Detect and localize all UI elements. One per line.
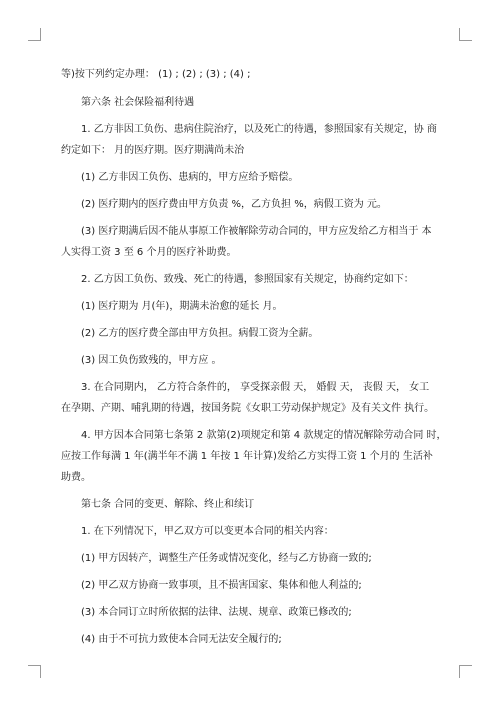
article-heading: 第六条 社会保险福利待遇	[81, 97, 195, 108]
text-line: 约定如下： 月的医疗期。医疗期满尚未治	[61, 145, 245, 156]
text-line: 2. 乙方因工负伤、致残、死亡的待遇，参照国家有关规定，协商约定如下：	[81, 274, 414, 285]
text-line: (2) 医疗期内的医疗费由甲方负责 %，乙方负担 %，病假工资为 元。	[81, 199, 387, 210]
text-line: 3. 在合同期内， 乙方符合条件的， 享受探亲假 天， 婚假 天， 丧假 天， 女工	[81, 382, 430, 393]
text-line: (2) 甲乙双方协商一致事项，且不损害国家、集体和他人利益的;	[81, 580, 362, 591]
text-line: 1. 乙方非因工负伤、患病住院治疗，以及死亡的待遇，参照国家有关规定，协 商	[81, 124, 437, 135]
text-line: (1) 医疗期为 月(年)，期满未治愈的延长 月。	[81, 301, 283, 312]
text-line: (3) 医疗期满后因不能从事原工作被解除劳动合同的，甲方应发给乙方相当于 本	[81, 226, 432, 237]
text-line: (4) 由于不可抗力致使本合同无法安全履行的;	[81, 634, 282, 645]
article-heading: 第七条 合同的变更、解除、终止和续订	[81, 499, 255, 510]
text-line: (2) 乙方的医疗费全部由甲方负担。病假工资为全薪。	[81, 328, 319, 339]
text-line: 应按工作每满 1 年(满半年不满 1 年按 1 年计算)发给乙方实得工资 1 个月的 生活补	[61, 451, 433, 462]
text-line: (1) 乙方非因工负伤、患病的，甲方应给予赔偿。	[81, 172, 299, 183]
crop-mark-bottom-left	[28, 665, 41, 678]
text-line: 4. 甲方因本合同第七条第 2 款第(2)项规定和第 4 款规定的情况解除劳动合同 时，	[81, 430, 447, 441]
crop-mark-top-left	[28, 28, 41, 41]
crop-mark-top-right	[459, 28, 472, 41]
text-line: (3) 因工负伤致残的，甲方应 。	[81, 355, 222, 366]
text-line: 等)按下列约定办理： (1) ; (2) ; (3) ; (4) ;	[61, 69, 251, 80]
text-line: 助费。	[61, 472, 91, 483]
text-line: 1. 在下列情况下，甲乙双方可以变更本合同的相关内容：	[81, 526, 334, 537]
crop-mark-bottom-right	[459, 665, 472, 678]
text-line: (3) 本合同订立时所依据的法律、法规、规章、政策已修改的;	[81, 607, 352, 618]
text-line: (1) 甲方因转产，调整生产任务或情况变化，经与乙方协商一致的;	[81, 553, 372, 564]
text-line: 人实得工资 3 至 6 个月的医疗补助费。	[61, 247, 237, 258]
text-line: 在孕期、产期、哺乳期的待遇，按国务院《女职工劳动保护规定》及有关文件 执行。	[61, 403, 435, 414]
